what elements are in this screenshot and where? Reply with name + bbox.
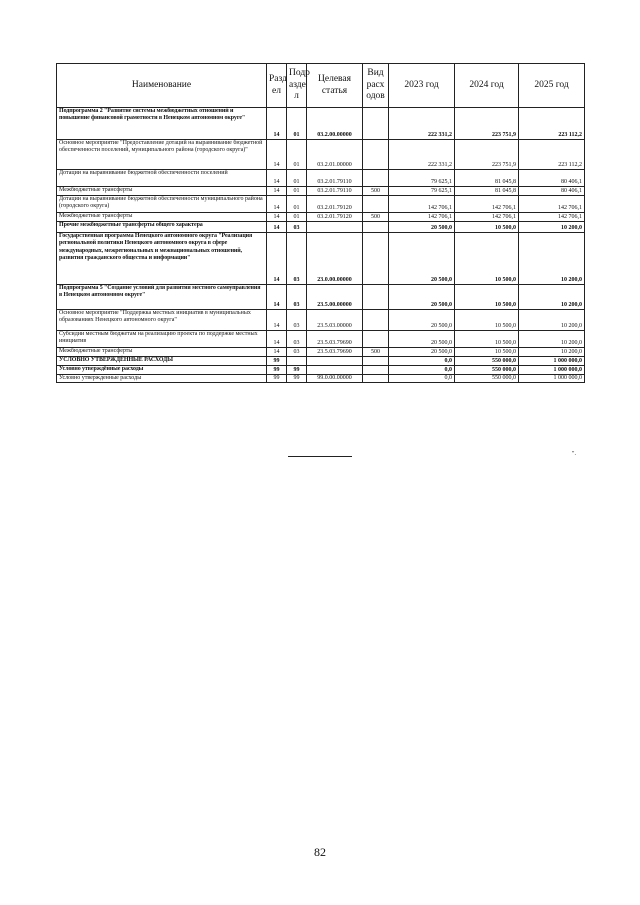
cell-razdel: 14 bbox=[267, 331, 287, 348]
cell-y2024: 223 751,9 bbox=[455, 108, 519, 140]
cell-y2024: 10 500,0 bbox=[455, 348, 519, 357]
cell-name: Межбюджетные трансферты bbox=[57, 187, 267, 196]
table-row bbox=[57, 375, 585, 383]
col-header-razdel: Разд ел bbox=[267, 64, 287, 108]
cell-name: Основное мероприятие "Предоставление дотаций на выравнивание бюджетной обеспеченности поселений, муниципального района (городского округа)" bbox=[57, 140, 267, 170]
cell-name: Основное мероприятие "Поддержка местных инициатив в муниципальных образованиях Ненецкого автономного округа" bbox=[57, 310, 267, 331]
cell-y2023: 79 625,1 bbox=[389, 187, 455, 196]
cell-razdel: 14 bbox=[267, 196, 287, 213]
cell-name: Дотации на выравнивание бюджетной обеспеченности поселений bbox=[57, 170, 267, 187]
cell-y2025: 223 112,2 bbox=[519, 140, 585, 170]
cell-name: Условно утверждённые расходы bbox=[57, 366, 267, 375]
cell-y2024: 81 045,8 bbox=[455, 170, 519, 187]
cell-statya: 03.2.01.00000 bbox=[307, 140, 363, 170]
cell-razdel: 14 bbox=[267, 213, 287, 222]
cell-statya: 03.2.01.79110 bbox=[307, 187, 363, 196]
cell-statya bbox=[307, 366, 363, 375]
cell-y2025: 10 200,0 bbox=[519, 331, 585, 348]
cell-podrazdel bbox=[287, 357, 307, 366]
cell-y2023: 20 500,0 bbox=[389, 310, 455, 331]
cell-statya: 23.5.03.79690 bbox=[307, 331, 363, 348]
cell-y2023: 20 500,0 bbox=[389, 285, 455, 310]
cell-y2025: 142 706,1 bbox=[519, 213, 585, 222]
cell-y2025: 1 000 000,0 bbox=[519, 357, 585, 366]
cell-vid bbox=[363, 196, 389, 213]
cell-y2023: 20 500,0 bbox=[389, 233, 455, 285]
cell-y2024: 10 500,0 bbox=[455, 331, 519, 348]
cell-statya bbox=[307, 222, 363, 233]
cell-vid bbox=[363, 331, 389, 348]
cell-y2025: 10 200,0 bbox=[519, 310, 585, 331]
cell-y2025: 1 000 000,0 bbox=[519, 366, 585, 375]
cell-razdel: 14 bbox=[267, 108, 287, 140]
cell-y2024: 550 000,0 bbox=[455, 366, 519, 375]
cell-razdel: 14 bbox=[267, 310, 287, 331]
table-row bbox=[57, 310, 585, 331]
col-header-vid: Вид расх одов bbox=[363, 64, 389, 108]
cell-razdel: 14 bbox=[267, 187, 287, 196]
table-row bbox=[57, 331, 585, 348]
cell-y2025: 1 000 000,0 bbox=[519, 375, 585, 383]
cell-y2023: 20 500,0 bbox=[389, 331, 455, 348]
cell-y2025: 223 112,2 bbox=[519, 108, 585, 140]
cell-podrazdel: 01 bbox=[287, 170, 307, 187]
cell-vid bbox=[363, 366, 389, 375]
cell-statya bbox=[307, 357, 363, 366]
cell-name: Государственная программа Ненецкого автономного округа "Реализация региональной политики Ненецкого автономного округа в сфере международных, межрегиональных и межнациональных отношений, развития гражданского общества и информации" bbox=[57, 233, 267, 285]
cell-y2024: 81 045,8 bbox=[455, 187, 519, 196]
cell-statya: 23.5.03.00000 bbox=[307, 310, 363, 331]
col-header-2023: 2023 год bbox=[389, 64, 455, 108]
cell-y2024: 142 706,1 bbox=[455, 196, 519, 213]
cell-razdel: 14 bbox=[267, 140, 287, 170]
cell-vid bbox=[363, 222, 389, 233]
cell-y2025: 10 200,0 bbox=[519, 222, 585, 233]
cell-statya: 03.2.01.79120 bbox=[307, 196, 363, 213]
end-quote-mark: ". bbox=[572, 451, 576, 457]
cell-podrazdel: 03 bbox=[287, 285, 307, 310]
col-header-name: Наименование bbox=[57, 64, 267, 108]
col-header-2024: 2024 год bbox=[455, 64, 519, 108]
cell-y2023: 0,0 bbox=[389, 375, 455, 383]
cell-razdel: 99 bbox=[267, 366, 287, 375]
cell-statya: 99.0.00.00000 bbox=[307, 375, 363, 383]
cell-razdel: 14 bbox=[267, 170, 287, 187]
cell-statya: 23.5.00.00000 bbox=[307, 285, 363, 310]
cell-vid bbox=[363, 108, 389, 140]
cell-y2024: 10 500,0 bbox=[455, 285, 519, 310]
col-header-podrazdel: Подр азде л bbox=[287, 64, 307, 108]
cell-y2023: 142 706,1 bbox=[389, 196, 455, 213]
cell-razdel: 14 bbox=[267, 233, 287, 285]
cell-razdel: 99 bbox=[267, 357, 287, 366]
cell-name: Подпрограмма 2 "Развитие системы межбюджетных отношений и повышение финансовой грамотности в Ненецком автономном округе" bbox=[57, 108, 267, 140]
table-row bbox=[57, 233, 585, 285]
cell-statya: 23.0.00.00000 bbox=[307, 233, 363, 285]
table-header-row bbox=[57, 64, 585, 108]
cell-vid bbox=[363, 310, 389, 331]
cell-podrazdel: 99 bbox=[287, 366, 307, 375]
cell-y2023: 222 331,2 bbox=[389, 108, 455, 140]
cell-y2025: 10 200,0 bbox=[519, 348, 585, 357]
cell-y2023: 142 706,1 bbox=[389, 213, 455, 222]
cell-name: УСЛОВНО УТВЕРЖДЁННЫЕ РАСХОДЫ bbox=[57, 357, 267, 366]
table-row bbox=[57, 196, 585, 213]
cell-razdel: 14 bbox=[267, 285, 287, 310]
table-row bbox=[57, 187, 585, 196]
cell-razdel: 99 bbox=[267, 375, 287, 383]
cell-podrazdel: 03 bbox=[287, 310, 307, 331]
cell-name: Подпрограмма 5 "Создание условий для развития местного самоуправления в Ненецком автономном округе" bbox=[57, 285, 267, 310]
separator-line bbox=[288, 456, 352, 457]
page-number: 82 bbox=[314, 845, 326, 859]
table-row bbox=[57, 213, 585, 222]
cell-vid bbox=[363, 285, 389, 310]
cell-podrazdel: 03 bbox=[287, 233, 307, 285]
cell-vid: 500 bbox=[363, 213, 389, 222]
table-row bbox=[57, 285, 585, 310]
cell-vid bbox=[363, 375, 389, 383]
table-row bbox=[57, 222, 585, 233]
cell-vid bbox=[363, 233, 389, 285]
cell-statya: 03.2.01.79110 bbox=[307, 170, 363, 187]
cell-y2025: 142 706,1 bbox=[519, 196, 585, 213]
cell-y2024: 223 751,9 bbox=[455, 140, 519, 170]
cell-vid: 500 bbox=[363, 348, 389, 357]
cell-y2023: 222 331,2 bbox=[389, 140, 455, 170]
cell-name: Межбюджетные трансферты bbox=[57, 348, 267, 357]
cell-podrazdel: 03 bbox=[287, 331, 307, 348]
cell-y2025: 10 200,0 bbox=[519, 233, 585, 285]
cell-name: Условно утвержденные расходы bbox=[57, 375, 267, 383]
cell-podrazdel: 99 bbox=[287, 375, 307, 383]
cell-name: Прочие межбюджетные трансферты общего характера bbox=[57, 222, 267, 233]
cell-name: Дотации на выравнивание бюджетной обеспеченности муниципального района (городского округа) bbox=[57, 196, 267, 213]
table-row bbox=[57, 357, 585, 366]
cell-name: Межбюджетные трансферты bbox=[57, 213, 267, 222]
cell-y2024: 10 500,0 bbox=[455, 222, 519, 233]
cell-vid: 500 bbox=[363, 187, 389, 196]
cell-podrazdel: 01 bbox=[287, 213, 307, 222]
cell-podrazdel: 03 bbox=[287, 222, 307, 233]
cell-y2023: 0,0 bbox=[389, 357, 455, 366]
cell-y2023: 79 625,1 bbox=[389, 170, 455, 187]
cell-y2024: 550 000,0 bbox=[455, 375, 519, 383]
cell-y2024: 550 000,0 bbox=[455, 357, 519, 366]
cell-y2023: 20 500,0 bbox=[389, 222, 455, 233]
cell-y2023: 0,0 bbox=[389, 366, 455, 375]
cell-podrazdel: 01 bbox=[287, 187, 307, 196]
table-row bbox=[57, 140, 585, 170]
budget-table bbox=[56, 63, 585, 383]
table-row bbox=[57, 108, 585, 140]
cell-y2025: 80 406,1 bbox=[519, 170, 585, 187]
cell-y2023: 20 500,0 bbox=[389, 348, 455, 357]
col-header-statya: Целевая статья bbox=[307, 64, 363, 108]
cell-vid bbox=[363, 170, 389, 187]
cell-y2025: 80 406,1 bbox=[519, 187, 585, 196]
cell-razdel: 14 bbox=[267, 222, 287, 233]
cell-y2025: 10 200,0 bbox=[519, 285, 585, 310]
col-header-2025: 2025 год bbox=[519, 64, 585, 108]
cell-podrazdel: 03 bbox=[287, 348, 307, 357]
cell-name: Субсидии местным бюджетам на реализацию проекта по поддержке местных инициатив bbox=[57, 331, 267, 348]
cell-podrazdel: 01 bbox=[287, 108, 307, 140]
cell-statya: 03.2.01.79120 bbox=[307, 213, 363, 222]
cell-podrazdel: 01 bbox=[287, 196, 307, 213]
cell-vid bbox=[363, 357, 389, 366]
cell-podrazdel: 01 bbox=[287, 140, 307, 170]
table-row bbox=[57, 170, 585, 187]
cell-razdel: 14 bbox=[267, 348, 287, 357]
cell-statya: 23.5.03.79690 bbox=[307, 348, 363, 357]
table-row bbox=[57, 366, 585, 375]
cell-y2024: 142 706,1 bbox=[455, 213, 519, 222]
table-row bbox=[57, 348, 585, 357]
cell-vid bbox=[363, 140, 389, 170]
cell-statya: 03.2.00.00000 bbox=[307, 108, 363, 140]
cell-y2024: 10 500,0 bbox=[455, 233, 519, 285]
cell-y2024: 10 500,0 bbox=[455, 310, 519, 331]
